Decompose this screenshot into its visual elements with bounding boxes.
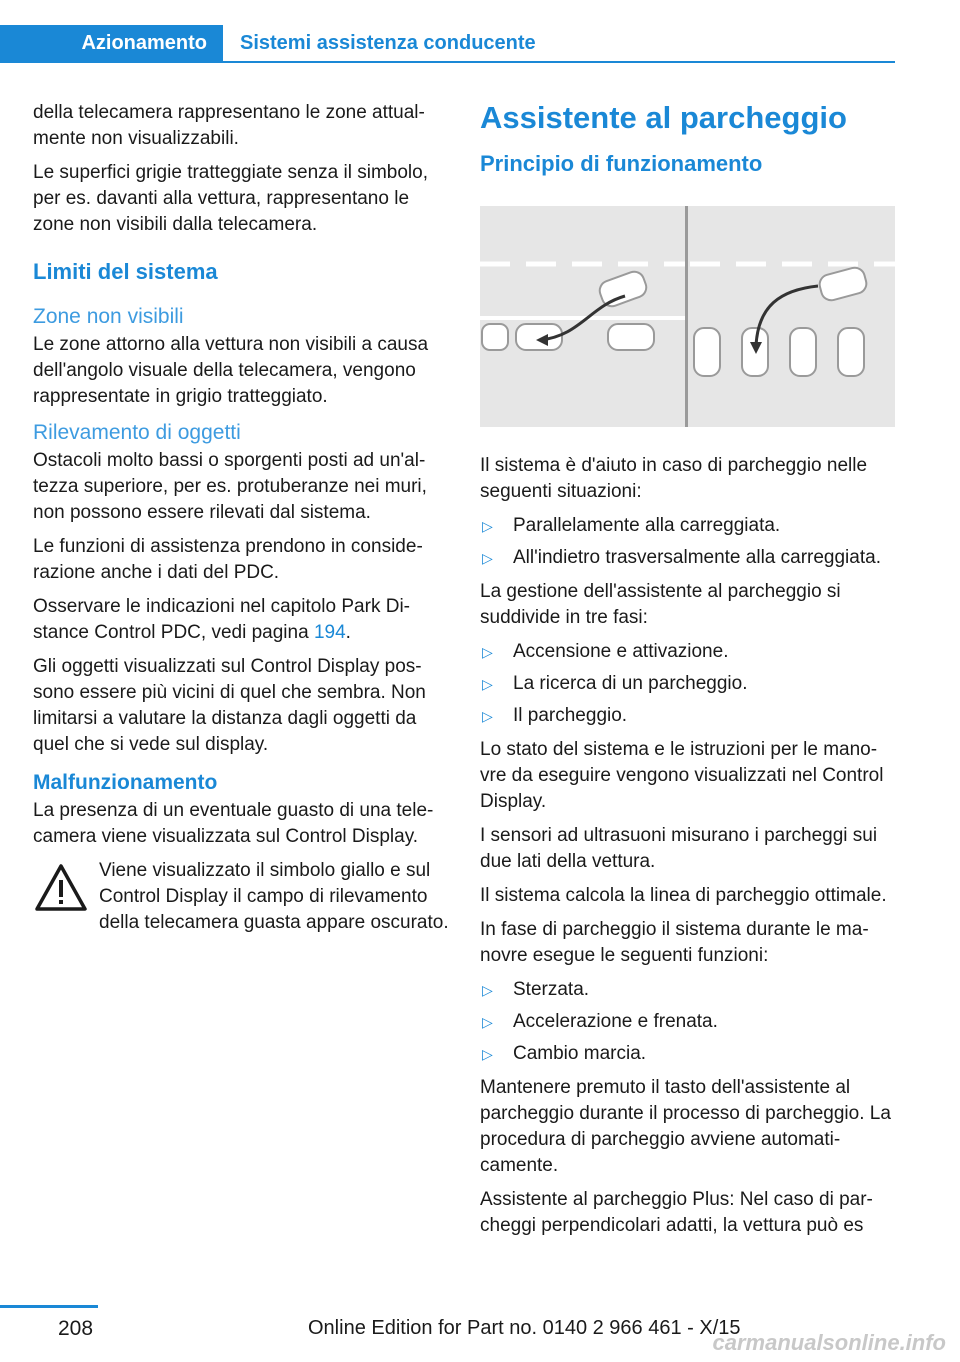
paragraph: Il sistema è d'aiuto in caso di parcheggio nelle seguenti situazioni:: [480, 455, 868, 502]
right-column: [480, 98, 897, 1247]
paragraph: Lo stato del sistema e le istruzioni per le manovre da eseguire vengono visualizzati nel Control Display.: [480, 739, 884, 812]
situations-list: [480, 513, 897, 571]
list-item-text: Accensione e attivazione.: [513, 641, 729, 662]
warning-note: [33, 858, 450, 936]
left-column: [33, 100, 450, 936]
paragraph: La presenza di un eventuale guasto di una telecamera viene visualizzata sul Control Display.: [33, 800, 434, 847]
triangle-bullet-icon: ▷: [482, 1046, 493, 1062]
warning-triangle-icon: [33, 860, 89, 916]
list-item-text: Sterzata.: [513, 979, 590, 1000]
edition-note: Online Edition for Part no. 0140 2 966 461 - X/15: [308, 1317, 741, 1339]
paragraph: Gli oggetti visualizzati sul Control Display possono essere più vicini di quel che sembra. Non limitarsi a valutare la distanza dagli oggetti da quel che si vede sul display.: [33, 656, 426, 755]
list-item: [480, 1009, 897, 1035]
list-item: [480, 1041, 897, 1067]
triangle-bullet-icon: ▷: [482, 982, 493, 998]
paragraph-text: Osservare le indicazioni nel capitolo Park Distance Control PDC, vedi pagina: [33, 596, 410, 643]
list-item: [480, 703, 897, 729]
paragraph: Le funzioni di assistenza prendono in considerazione anche i dati del PDC.: [33, 536, 423, 583]
paragraph: In fase di parcheggio il sistema durante le manovre esegue le seguenti funzioni:: [480, 919, 869, 966]
triangle-bullet-icon: ▷: [482, 644, 493, 660]
heading-malfunction: Malfunzionamento: [33, 771, 218, 794]
section-tab[interactable]: Sistemi assistenza conducente: [240, 32, 536, 54]
triangle-bullet-icon: ▷: [482, 708, 493, 724]
list-item-text: Accelerazione e frenata.: [513, 1011, 718, 1032]
list-item: [480, 639, 897, 665]
paragraph: Il sistema calcola la linea di parcheggio ottimale.: [480, 885, 887, 906]
list-item-text: Cambio marcia.: [513, 1043, 647, 1064]
paragraph: della telecamera rappresentano le zone attualmente non visualizzabili.: [33, 102, 425, 149]
warning-text: Viene visualizzato il simbolo giallo e sul Control Display il campo di rilevamento della telecamera guasta appare oscurato.: [99, 860, 449, 933]
heading-system-limits: Limiti del sistema: [33, 259, 218, 284]
heading-parking-assistant: Assistente al parcheggio: [480, 100, 847, 135]
page-reference-link[interactable]: 194: [313, 622, 346, 643]
list-item: [480, 513, 897, 539]
heading-operating-principle: Principio di funzionamento: [480, 151, 763, 176]
footer-rule: [0, 1305, 98, 1308]
list-item: [480, 977, 897, 1003]
paragraph: I sensori ad ultrasuoni misurano i parcheggi sui due lati della vettura.: [480, 825, 878, 872]
paragraph-with-link: [33, 594, 450, 646]
phases-list: [480, 639, 897, 729]
list-item-text: Parallelamente alla carreggiata.: [513, 515, 781, 536]
paragraph: Mantenere premuto il tasto dell'assistente al parcheggio durante il processo di parcheggio. La procedura di parcheggio avviene automaticamente.: [480, 1077, 891, 1176]
heading-non-visible-zones: Zone non visibili: [33, 305, 184, 328]
watermark: carmanualsonline.info: [712, 1330, 946, 1355]
triangle-bullet-icon: ▷: [482, 676, 493, 692]
heading-object-detection: Rilevamento di oggetti: [33, 421, 241, 444]
list-item-text: La ricerca di un parcheggio.: [513, 673, 748, 694]
parking-illustration: [480, 206, 895, 427]
functions-list: [480, 977, 897, 1067]
page-number: 208: [58, 1317, 94, 1340]
paragraph: Le superfici grigie tratteggiate senza il simbolo, per es. davanti alla vettura, rappresentano le zone non visibili dalla telecamera.: [33, 162, 428, 235]
list-item-text: All'indietro trasversalmente alla carreggiata.: [513, 547, 881, 568]
list-item: [480, 545, 897, 571]
list-item-text: Il parcheggio.: [513, 705, 628, 726]
header-rule: [0, 61, 895, 63]
paragraph: Le zone attorno alla vettura non visibili a causa dell'angolo visuale della telecamera, vengono rappresentate in grigio tratteggiato.: [33, 334, 429, 407]
paragraph: La gestione dell'assistente al parcheggio si suddivide in tre fasi:: [480, 581, 841, 628]
chapter-tab[interactable]: Azionamento: [0, 25, 223, 62]
triangle-bullet-icon: ▷: [482, 518, 493, 534]
paragraph: Ostacoli molto bassi o sporgenti posti ad un'altezza superiore, per es. protuberanze nei muri, non possono essere rilevati dal sistema.: [33, 450, 427, 523]
triangle-bullet-icon: ▷: [482, 1014, 493, 1030]
paragraph: Assistente al parcheggio Plus: Nel caso di parcheggi perpendicolari adatti, la vettura può es: [480, 1189, 873, 1236]
paragraph-text: .: [345, 622, 351, 643]
triangle-bullet-icon: ▷: [482, 550, 493, 566]
list-item: [480, 671, 897, 697]
